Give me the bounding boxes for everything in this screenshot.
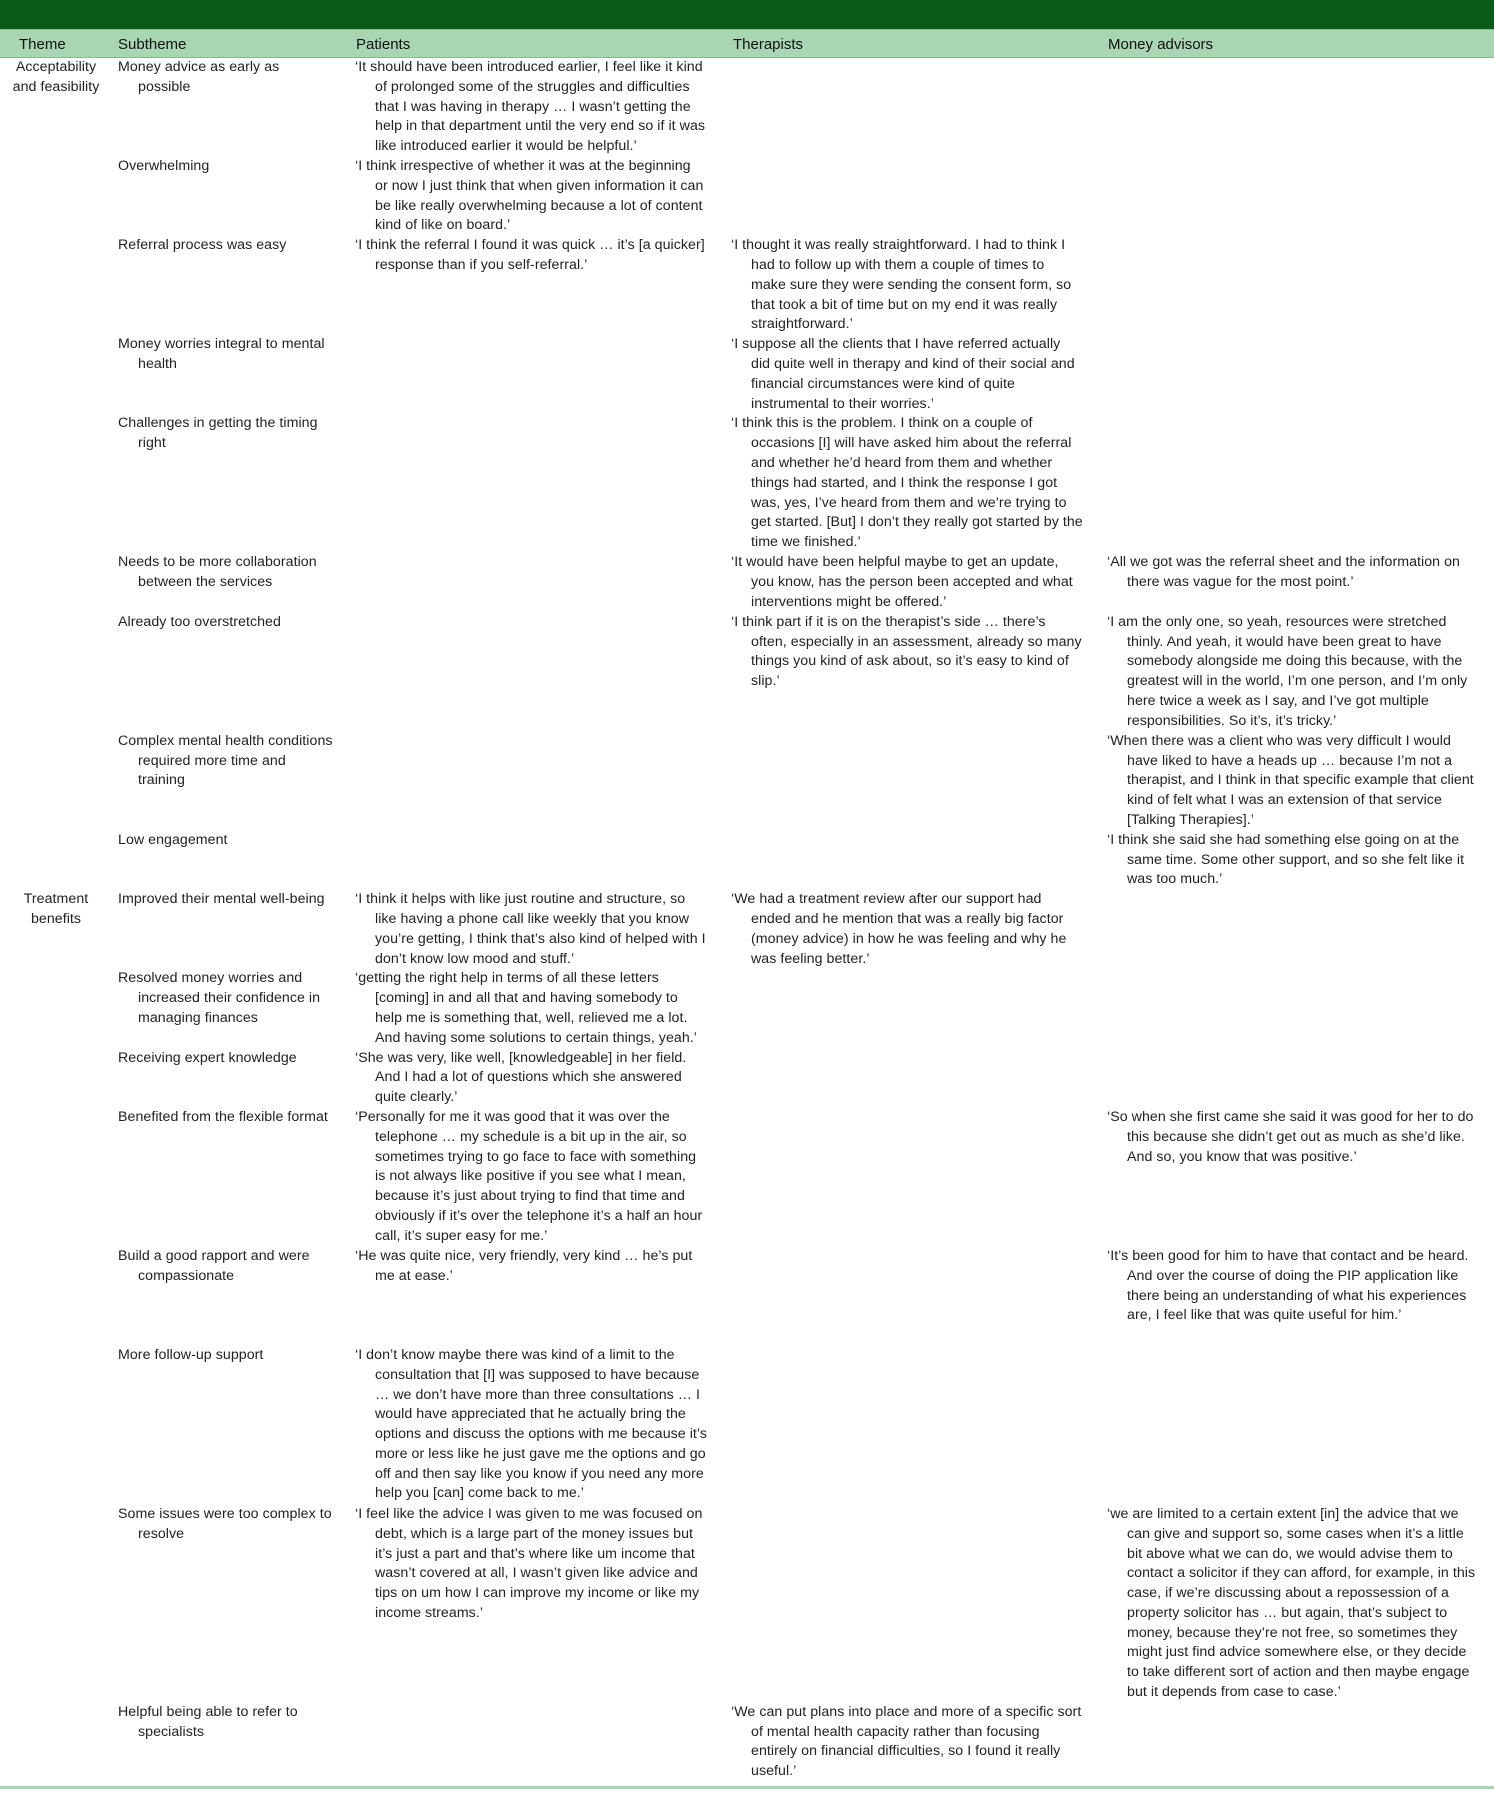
advisors-quote-text: ‘So when she first came she said it was good for her to do this because she didn’t get out as much as she’d like. And so, you know that was positive.’ [1107, 1108, 1474, 1165]
therapists-quote [721, 335, 1097, 414]
therapists-quote [721, 890, 1097, 969]
patients-quote [345, 58, 721, 157]
patients-quote [345, 831, 721, 890]
patients-quote [345, 1247, 721, 1346]
subtheme-cell [108, 414, 345, 553]
theme-cell [0, 1346, 108, 1505]
therapists-quote [721, 1346, 1097, 1505]
patients-quote [345, 1346, 721, 1505]
advisors-quote [1097, 157, 1494, 236]
theme-cell [0, 613, 108, 732]
therapists-quote [721, 969, 1097, 1048]
theme-cell [0, 1049, 108, 1108]
subtheme-cell-text: Resolved money worries and increased their confidence in managing finances [118, 970, 321, 1026]
therapists-quote [721, 414, 1097, 553]
patients-quote-text: ‘I think the referral I found it was quick … it’s [a quicker] response than if you self-referral.’ [355, 237, 705, 273]
subtheme-cell [108, 1346, 345, 1505]
therapists-quote [721, 236, 1097, 335]
advisors-quote [1097, 58, 1494, 157]
theme-cell [0, 553, 108, 612]
subtheme-cell-text: Referral process was easy [118, 237, 287, 254]
therapists-quote [721, 1049, 1097, 1108]
theme-cell [0, 1247, 108, 1346]
table-row [0, 335, 1494, 414]
theme-cell [0, 414, 108, 553]
subtheme-cell-text: Already too overstretched [118, 613, 281, 630]
therapists-quote [721, 732, 1097, 831]
patients-quote [345, 1108, 721, 1247]
table-row [0, 969, 1494, 1048]
patients-quote [345, 613, 721, 732]
patients-quote [345, 1049, 721, 1108]
theme-cell [0, 335, 108, 414]
table-row [0, 58, 1494, 157]
subtheme-cell-text: Benefited from the flexible format [118, 1108, 328, 1125]
advisors-quote-text: ‘It’s been good for him to have that contact and be heard. And over the course of doing the PIP application like there being an understanding of what his experiences are, I feel like that was quite useful for him.’ [1107, 1247, 1469, 1324]
therapists-quote-text: ‘I thought it was really straightforward. I had to think I had to follow up with them a couple of times to make sure they were sending the consent form, so that took a bit of time but on my end it was really straightforward.’ [731, 237, 1072, 333]
table-row [0, 1703, 1494, 1793]
table-row [0, 553, 1494, 612]
advisors-quote [1097, 335, 1494, 414]
theme-cell [0, 890, 108, 969]
subtheme-cell-text: Needs to be more collaboration between the services [118, 554, 317, 591]
table-row [0, 414, 1494, 553]
theme-cell [0, 58, 108, 157]
theme-cell [0, 831, 108, 890]
theme-cell [0, 1703, 108, 1793]
advisors-quote [1097, 1505, 1494, 1703]
subtheme-cell-text: Low engagement [118, 831, 228, 848]
subtheme-cell [108, 157, 345, 236]
subtheme-cell-text: More follow-up support [118, 1346, 264, 1363]
header-therapists: Therapists [733, 36, 804, 53]
header-patients: Patients [356, 36, 411, 53]
therapists-quote-text: ‘We can put plans into place and more of a specific sort of mental health capacity rather than focusing entirely on financial difficulties, so I found it really useful.’ [731, 1703, 1082, 1780]
therapists-quote [721, 1247, 1097, 1346]
advisors-quote [1097, 1703, 1494, 1793]
patients-quote-text: ‘It should have been introduced earlier, I feel like it kind of prolonged some of the struggles and difficulties that I was having in therapy … I wasn’t getting the help in that department until the very end so if it was like introduced earlier it would be helpful.’ [355, 59, 706, 155]
table-row [0, 732, 1494, 831]
patients-quote-text: ‘I think it helps with like just routine and structure, so like having a phone call like weekly that you know you’re getting, I think that’s also kind of helped with I don’t know low mood and stuff.’ [355, 891, 706, 967]
theme-cell [0, 969, 108, 1048]
advisors-quote [1097, 1108, 1494, 1247]
therapists-quote-text: ‘It would have been helpful maybe to get an update, you know, has the person been accepted and what interventions might be offered.’ [731, 554, 1073, 610]
patients-quote-text: ‘She was very, like well, [knowledgeable] in her field. And I had a lot of questions which she answered quite clearly.’ [355, 1049, 687, 1106]
advisors-quote-text: ‘When there was a client who was very difficult I would have liked to have a heads up … because I’m not a therapist, and I think in that specific example that client kind of felt what I was an extension of that service [Talking Therapies].’ [1107, 732, 1474, 828]
patients-quote-text: ‘I don’t know maybe there was kind of a limit to the consultation that [I] was supposed to have because … we don’t have more than three consultations … I would have appreciated that he actually bring the options and discuss the options with me because it’s more or less like he just gave me the options and go off and then say like you know if you need any more help you [can] come back to me.’ [355, 1346, 707, 1502]
patients-quote [345, 157, 721, 236]
subtheme-cell-text: Overwhelming [118, 157, 210, 174]
table-row [0, 1346, 1494, 1505]
theme-cell-text: Acceptability and feasibility [12, 59, 100, 95]
subtheme-cell-text: Money worries integral to mental health [118, 336, 325, 372]
therapists-quote [721, 157, 1097, 236]
patients-quote-text: ‘getting the right help in terms of all these letters [coming] in and all that and having somebody to help me is something that, well, relieved me a lot. And having some solutions to certain things, yeah.’ [355, 970, 697, 1046]
theme-cell [0, 236, 108, 335]
patients-quote [345, 969, 721, 1048]
patients-quote [345, 732, 721, 831]
subtheme-cell-text: Helpful being able to refer to specialists [118, 1703, 298, 1740]
therapists-quote-text: ‘I suppose all the clients that I have referred actually did quite well in therapy and kind of their social and financial circumstances were kind of quite instrumental to their worries.’ [731, 336, 1075, 412]
advisors-quote [1097, 831, 1494, 890]
therapists-quote [721, 831, 1097, 890]
subtheme-cell [108, 1049, 345, 1108]
table-header [0, 29, 1494, 58]
patients-quote [345, 335, 721, 414]
advisors-quote [1097, 236, 1494, 335]
therapists-quote-text: ‘I think this is the problem. I think on a couple of occasions [I] will have asked him about the referral and whether he’d heard from them and whether things had started, and I think the response I got was, yes, I’ve heard from them and we’re trying to get started. [But] I don’t they really got started by the time we finished.’ [731, 415, 1083, 551]
theme-cell [0, 732, 108, 831]
therapists-quote [721, 1505, 1097, 1703]
top-bar [0, 0, 1494, 29]
therapists-quote [721, 58, 1097, 157]
table-row [0, 1247, 1494, 1346]
table-row [0, 890, 1494, 969]
advisors-quote-text: ‘we are limited to a certain extent [in] the advice that we can give and support so, some cases when it’s a little bit above what we can do, we would advise them to contact a solicitor if they can afford, for example, in this case, if we’re discussing about a repossession of a property solicitor has … but again, that’s subject to money, because they’re not free, so sometimes they might just find advice somewhere else, or they decide to take different sort of action and then maybe engage but it depends from case to case.’ [1107, 1505, 1476, 1701]
therapists-quote [721, 1108, 1097, 1247]
patients-quote [345, 1505, 721, 1703]
subtheme-cell-text: Improved their mental well-being [118, 891, 325, 908]
subtheme-cell [108, 890, 345, 969]
subtheme-cell-text: Money advice as early as possible [118, 59, 280, 95]
subtheme-cell [108, 1247, 345, 1346]
subtheme-cell [108, 553, 345, 612]
table-row [0, 831, 1494, 890]
advisors-quote [1097, 1049, 1494, 1108]
advisors-quote [1097, 732, 1494, 831]
subtheme-cell [108, 732, 345, 831]
advisors-quote [1097, 414, 1494, 553]
table-body-wrap [0, 58, 1494, 1788]
patients-quote [345, 236, 721, 335]
bottom-rule [0, 1786, 1494, 1789]
table-body [0, 58, 1494, 1793]
therapists-quote [721, 1703, 1097, 1793]
table-row [0, 1505, 1494, 1703]
theme-cell [0, 1505, 108, 1703]
patients-quote-text: ‘Personally for me it was good that it was over the telephone … my schedule is a bit up in the air, so sometimes trying to go face to face with something is not always like positive if you see what I mean, because it’s just about trying to find that time and obviously if it’s over the telephone it’s a half an hour call, it’s super easy for me.’ [355, 1108, 703, 1244]
subtheme-cell-text: Build a good rapport and were compassionate [118, 1247, 310, 1284]
advisors-quote [1097, 1346, 1494, 1505]
subtheme-cell [108, 236, 345, 335]
subtheme-cell [108, 1108, 345, 1247]
subtheme-cell [108, 335, 345, 414]
advisors-quote [1097, 613, 1494, 732]
therapists-quote [721, 553, 1097, 612]
advisors-quote [1097, 969, 1494, 1048]
subtheme-cell-text: Complex mental health conditions required more time and training [118, 732, 333, 789]
advisors-quote [1097, 1247, 1494, 1346]
theme-cell [0, 157, 108, 236]
patients-quote [345, 1703, 721, 1793]
subtheme-cell [108, 1505, 345, 1703]
therapists-quote-text: ‘I think part if it is on the therapist’s side … there’s often, especially in an assessment, already so many things you kind of ask about, so it’s easy to kind of slip.’ [731, 613, 1082, 690]
patients-quote-text: ‘I feel like the advice I was given to me was focused on debt, which is a large part of the money issues but it’s just a part and that’s where like um income that wasn’t covered at all, I wasn’t given like advice and tips on um how I can improve my income or like my income streams.’ [355, 1505, 703, 1621]
advisors-quote-text: ‘I think she said she had something else going on at the same time. Some other support, and so she felt like it was too much.’ [1107, 831, 1465, 888]
subtheme-cell [108, 969, 345, 1048]
theme-cell-text: Treatment benefits [23, 891, 89, 927]
patients-quote [345, 890, 721, 969]
patients-quote-text: ‘I think irrespective of whether it was at the beginning or now I just think that when given information it can be like really overwhelming because a lot of content kind of like on board.’ [355, 157, 704, 234]
table-row [0, 236, 1494, 335]
advisors-quote-text: ‘All we got was the referral sheet and the information on there was vague for the most point.’ [1107, 554, 1460, 591]
patients-quote [345, 414, 721, 553]
advisors-quote [1097, 553, 1494, 612]
theme-cell [0, 1108, 108, 1247]
subtheme-cell-text: Receiving expert knowledge [118, 1049, 297, 1066]
header-money-advisors: Money advisors [1108, 36, 1214, 53]
advisors-quote [1097, 890, 1494, 969]
themes-table [0, 58, 1494, 1793]
subtheme-cell [108, 831, 345, 890]
table-row [0, 1049, 1494, 1108]
therapists-quote-text: ‘We had a treatment review after our support had ended and he mention that was a really big factor (money advice) in how he was feeling and why he was feeling better.’ [731, 891, 1067, 967]
patients-quote [345, 553, 721, 612]
subtheme-cell-text: Challenges in getting the timing right [118, 415, 318, 452]
advisors-quote-text: ‘I am the only one, so yeah, resources were stretched thinly. And yeah, it would have been great to have somebody alongside me doing this because, with the greatest will in the world, I’m one person, and I’m only here twice a week as I say, and I’ve got multiple responsibilities. So it’s, it’s tricky.’ [1107, 613, 1468, 729]
header-theme: Theme [19, 36, 66, 53]
table-row [0, 613, 1494, 732]
patients-quote-text: ‘He was quite nice, very friendly, very kind … he’s put me at ease.’ [355, 1247, 693, 1284]
subtheme-cell-text: Some issues were too complex to resolve [118, 1505, 332, 1542]
therapists-quote [721, 613, 1097, 732]
table-row [0, 157, 1494, 236]
subtheme-cell [108, 613, 345, 732]
header-subtheme: Subtheme [118, 36, 187, 53]
table-row [0, 1108, 1494, 1247]
subtheme-cell [108, 1703, 345, 1793]
subtheme-cell [108, 58, 345, 157]
